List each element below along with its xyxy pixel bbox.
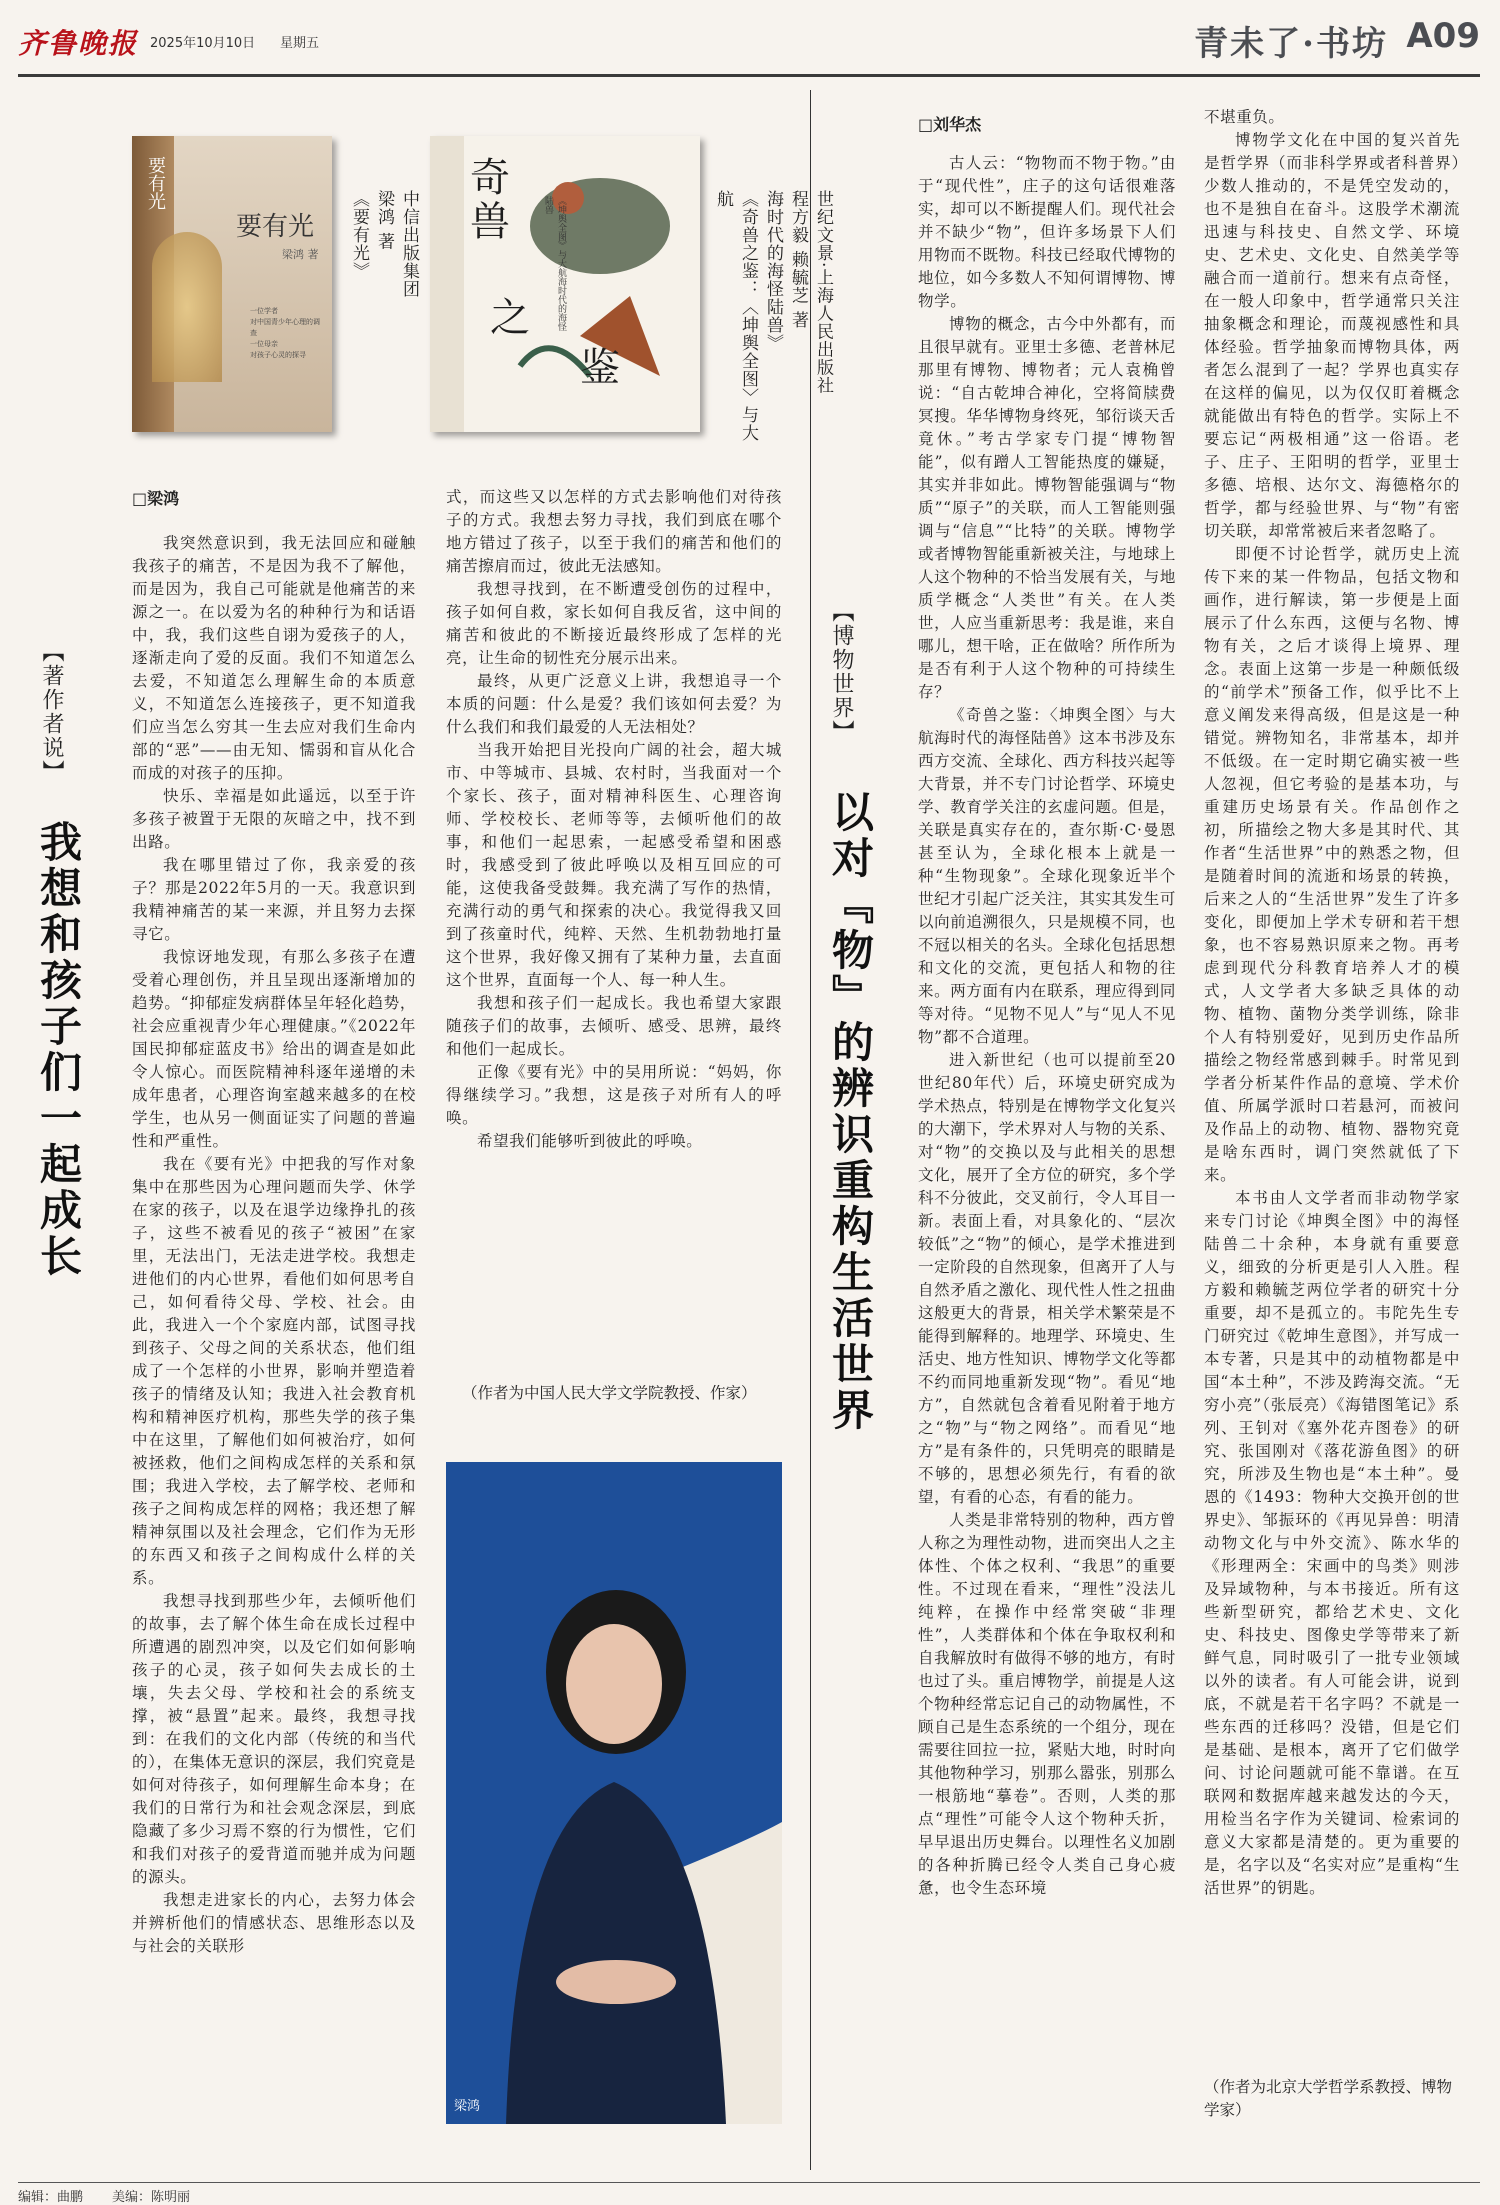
- cover-title-char: 奇: [470, 155, 510, 201]
- photo-caption: 梁鸿: [454, 2099, 481, 2114]
- paragraph: 我在哪里错过了你，我亲爱的孩子？那是2022年5月的一天。我意识到我精神痛苦的某一来源，并且努力去探寻它。: [132, 856, 416, 943]
- article-column-1: [132, 532, 416, 2172]
- paragraph: 我想寻找到，在不断遭受创伤的过程中，孩子如何自救，家长如何自我反省，这中间的痛苦和彼此的不断接近最终形成了怎样的光亮，让生命的韧性充分展示出来。: [446, 580, 782, 667]
- spacer: [22, 200, 112, 204]
- paragraph: 我想和孩子们一起成长。我也希望大家跟随孩子们的故事，去倾听、感受、思辨，最终和他们一起成长。: [446, 994, 782, 1058]
- paragraph: 我突然意识到，我无法回应和碰触我孩子的痛苦，不是因为我不了解他，而是因为，我自己可能就是他痛苦的来源之一。在以爱为名的种种行为和话语中，我，我们这些自诩为爱孩子的人，逐渐走向了爱的反面。我们不知道怎么去爱，不知道怎么理解生命的本质意义，不知道怎么连接孩子，更不知道我们应当怎么穷其一生去应对我们生命内部的“恶”——由无知、懦弱和盲从化合而成的对孩子的压抑。: [132, 534, 416, 782]
- column-tag: 【著作者说】: [39, 640, 64, 784]
- paragraph: 我想寻找到那些少年，去倾听他们的故事，去了解个体生命在成长过程中所遭遇的剧烈冲突，以及它们如何影响孩子的心灵，孩子如何失去成长的土壤，失去父母、学校和社会的系统支撑，被“悬置”起来。最终，我想寻找到：在我们的文化内部（传统的和当代的），在集体无意识的深层，我们究竟是如何对待孩子，如何理解生命本身；在我们的日常行为和社会观念深层，到底隐藏了多少习焉不察的行为惯性，它们和我们对孩子的爱背道而驰并成为问题的源头。: [132, 1592, 416, 1886]
- hands: [556, 1960, 676, 2004]
- author-signature: （作者为北京大学哲学系教授、博物学家）: [1204, 2078, 1453, 2119]
- paragraph: 我惊讶地发现，有那么多孩子在遭受着心理创伤，并且呈现出逐渐增加的趋势。“抑郁症发病群体呈年轻化趋势，社会应重视青少年心理健康。”《2022年国民抑郁症蓝皮书》给出的调查是如此令人惊心。而医院精神科逐年递增的未成年患者，心理咨询室越来越多的在校学生，也从另一侧面证实了问题的普遍性和严重性。: [132, 948, 416, 1150]
- paragraph: 本书由人文学者而非动物学家来专门讨论《坤舆全图》中的海怪陆兽二十余种，本身就有重要意义，细致的分析更是引人入胜。程方毅和赖毓芝两位学者的研究十分重要，却不是孤立的。韦陀先生专门研究过《乾坤生意图》，并写成一本专著，只是其中的动植物都是中国“本土种”，不涉及跨海交流。“无穷小亮”（张辰亮）《海错图笔记》系列、王钊对《塞外花卉图卷》的研究、张国刚对《落花游鱼图》的研究，所涉及生物也是“本土种”。曼恩的《1493：物种大交换开创的世界史》、邹振环的《再见异兽：明清动物文化与中外交流》、陈水华的《形理两全：宋画中的鸟类》则涉及异域物种，与本书接近。所有这些新型研究，都给艺术史、文化史、科技史、图像史学等带来了新鲜气息，同时吸引了一批专业领域以外的读者。有人可能会讲，说到底，不就是若干名字吗？不就是一些东西的迁移吗？没错，但是它们是基础、是根本，离开了它们做学问、讨论问题就可能不靠谱。在互联网和数据库越来越发达的今天，用检当名字作为关键词、检索词的意义大家都是清楚的。更为重要的是，名字以及“名实对应”是重构“生活世界”的钥匙。: [1204, 1189, 1460, 1897]
- article-column-4: [1204, 106, 1460, 2066]
- cover-blurb-line: 对中国青少年心理的调查: [250, 318, 320, 337]
- cover-title: 要有光: [236, 212, 315, 242]
- paragraph: 博物的概念，古今中外都有，而且很早就有。亚里士多德、老普林尼那里有博物、博物者；元人袁桷曾说：“自古乾坤合神化，空将简牍费冥搜。华华博物身终死，邹衍谈天舌竟休。”考古学家专门提“博物智能”，似有蹭人工智能热度的嫌疑，其实并非如此。博物智能强调与“物质”“原子”的关联，而人工智能则强调与“信息”“比特”的关联。博物学或者博物智能重新被关注，与地球上人这个物种的不恰当发展有关，与地质学概念“人类世”有关。在人类世，人应当重新思考：我是谁，来自哪儿，想干啥，正在做啥？所作所为是否有利于人这个物种的可持续生存？: [918, 315, 1176, 701]
- book-author: 程方毅 赖毓芝 著: [788, 190, 808, 329]
- book-title: 《奇兽之鉴：〈坤舆全图〉与大航: [713, 190, 758, 442]
- book-cover-yaoyouguang: [132, 136, 332, 432]
- cover-blurb-line: 对孩子心灵的探寻: [250, 351, 306, 359]
- masthead: [18, 10, 1480, 70]
- paragraph: 正像《要有光》中的吴用所说：“妈妈，你得继续学习。”我想，这是孩子对所有人的呼唤。: [446, 1063, 782, 1127]
- paragraph: 人类是非常特别的物种，西方曾人称之为理性动物，进而突出人之主体性、个体之权利、“我思”的重要性。不过现在看来，“理性”没法儿纯粹，在操作中经常突破“非理性”，人类群体和个体在争取权利和自我解放时有做得不够的地方，有时也过了头。重启博物学，前提是人这个物种经常忘记自己的动物属性，不顾自己是生态系统的一个组分，现在需要往回拉一拉，紧贴大地，时时向其他物种学习，别那么嚣张，别那么一根筋地“摹卷”。否则，人类的那点“理性”可能令人这个物种夭折，早早退出历史舞台。以理性名义加剧的各种折腾已经令人类自己身心疲惫，也令生态环境: [918, 1511, 1176, 1897]
- article-column-3: [918, 152, 1176, 2172]
- designer-credit: 美编：陈明丽: [112, 2190, 191, 2205]
- author-signature: （作者为中国人民大学文学院教授、作家）: [462, 1384, 757, 1402]
- issue-date: 2025年10月10日: [150, 36, 256, 51]
- header-rule: [18, 74, 1480, 77]
- book-publisher: 中信出版集团: [399, 190, 419, 298]
- book-title: 《要有光》: [349, 190, 369, 280]
- newspaper-logo: 齐鲁晚报: [18, 27, 139, 60]
- cover-title-char: 鉴: [580, 345, 620, 391]
- cover-window-illustration: [152, 232, 222, 382]
- paragraph: 当我开始把目光投向广阔的社会，超大城市、中等城市、县城、农村时，当我面对一个个家长、孩子，面对精神科医生、心理咨询师、学校校长、老师等等，去倾听他们的故事，和他们一起思索，一起感受希望和困惑时，我感受到了彼此呼唤以及相互回应的可能，这使我备受鼓舞。我充满了写作的热情，充满行动的勇气和探索的决心。我觉得我又回到了孩童时代，纯粹、天然、生机勃勃地打量这个世界，我好像又拥有了某种力量，去直面这个世界，直面每一个人、每一种人生。: [446, 741, 782, 989]
- cover-title-lower: [490, 296, 530, 340]
- footer-rule: [18, 2182, 1480, 2183]
- issue-weekday: 星期五: [280, 36, 320, 51]
- article-byline: □梁鸿: [132, 489, 180, 508]
- paragraph: 即便不讨论哲学，就历史上流传下来的某一件物品，包括文物和画作，进行解读，第一步便是上面展示了什么东西，这便与名物、博物有关，之后才谈得上境界、理念。表面上这第一步是一种颇低级的“前学术”预备工作，似乎比不上意义阐发来得高级，但是这是一种错觉。辨物知名，非常基本，却并不低级。在一定时期它确实被一些人忽视，但它考验的是基本功，与重建历史场景有关。作品创作之初，所描绘之物大多是其时代、其作者“生活世界”中的熟悉之物，但是随着时间的流逝和场景的转换，后来之人的“生活世界”发生了许多变化，即便加上学术专研和若干想象，也不容易熟识原来之物。再考虑到现代分科教育培养人才的模式，人文学者大多缺乏具体的动物、植物、菌物分类学训练，除非个人有特别爱好，见到历史作品所描绘之物经常感到棘手。时常见到学者分析某件作品的意境、学术价值、所属学派时口若悬河，而被问及作品上的动物、植物、器物究竟是啥东西时，调门突然就低了下来。: [1204, 545, 1460, 1184]
- cover-title-lower-2: [580, 346, 620, 390]
- paragraph: 希望我们能够听到彼此的呼唤。: [477, 1132, 703, 1150]
- book-title: 海时代的海怪陆兽》: [763, 190, 783, 352]
- book-publisher: 世纪文景·上海人民出版社: [813, 190, 833, 395]
- paragraph: 最终，从更广泛意义上讲，我想追寻一个本质的问题：什么是爱？我们该如何去爱？为什么我们和我们最爱的人无法相处？: [446, 672, 782, 736]
- cover-title: [470, 156, 510, 244]
- face: [566, 1624, 662, 1744]
- article-column-2: [446, 486, 782, 1366]
- cover-spine-band: [430, 136, 464, 432]
- book-info-2: [710, 190, 835, 450]
- editor-credit: 编辑：曲鹏: [18, 2190, 84, 2205]
- cover-blurb-line: 一位母亲: [250, 340, 278, 348]
- book-info-1: [346, 190, 421, 400]
- cover-title-char: 兽: [470, 199, 510, 245]
- cover-spine-title: 要有光: [145, 156, 166, 210]
- cover-blurb-line: 一位学者: [250, 307, 278, 315]
- paragraph: 我在《要有光》中把我的写作对象集中在那些因为心理问题而失学、休学在家的孩子，以及在退学边缘挣扎的孩子，这些不被看见的孩子“被困”在家里，无法出门，无法走进学校。我想走进他们的内心世界，看他们如何思考自己，如何看待父母、学校、社会。由此，我进入一个个家庭内部，试图寻找到孩子、父母之间的关系状态，他们组成了一个怎样的小世界，影响并塑造着孩子的情绪及认知；我进入社会教育机构和精神医疗机构，那些失学的孩子集中在这里，了解他们如何被治疗，如何被拯救，他们之间构成怎样的关系和氛围；我进入学校，去了解学校、老师和孩子之间构成怎样的网格；我还想了解精神氛围以及社会理念，它们作为无形的东西又和孩子之间构成什么样的关系。: [132, 1155, 416, 1587]
- paragraph: 古人云：“物物而不物于物。”由于“现代性”，庄子的这句话很难落实，却可以不断提醒人们。现代社会并不缺少“物”，但许多场景下人们用物而不既物。科技已经取代博物的地位，如今多数人不知何谓博物、博物学。: [918, 154, 1176, 310]
- article-title: 我想和孩子们一起成长: [34, 820, 83, 1280]
- author-photo: [446, 1462, 782, 2124]
- cover-author: 梁鸿 著: [282, 248, 319, 261]
- book-author: 梁鸿 著: [374, 190, 394, 251]
- section-title: 青未了·书坊: [1194, 24, 1388, 64]
- book-cover-qishouzhijian: [430, 136, 700, 432]
- cover-subtitle: 《坤舆全图》与大航海时代的海怪陆兽: [543, 196, 566, 331]
- paragraph: 不堪重负。: [1204, 108, 1285, 126]
- article-byline: □刘华杰: [918, 115, 982, 134]
- cover-title-char: 之: [490, 295, 530, 341]
- paragraph: 快乐、幸福是如此遥远，以至于许多孩子被置于无限的灰暗之中，找不到出路。: [132, 787, 416, 851]
- paragraph: 进入新世纪（也可以提前至20世纪80年代）后，环境史研究成为学术热点，特别是在博物学文化复兴的大潮下，学术界对人与物的关系、对“物”的交换以及与此相关的思想文化，展开了全方位的研究，多个学科不分彼此，交叉前行，令人耳目一新。表面上看，对具象化的、“层次较低”之“物”的倾心，是学术推进到一定阶段的自然现象，但离开了人与自然矛盾之激化、现代性人性之扭曲这般更大的背景，相关学术繁荣是不能得到解释的。地理学、环境史、生活史、地方性知识、博物学文化等都不约而同地重新发现“物”。看见“地方”，自然就包含着看见附着于地方之“物”与“物之网络”。而看见“地方”是有条件的，只凭明亮的眼睛是不够的，思想必须先行，有看的欲望，有看的心态，有看的能力。: [918, 1051, 1176, 1506]
- page-number: A09: [1406, 16, 1480, 56]
- paragraph: 式，而这些又以怎样的方式去影响他们对待孩子的方式。我想去努力寻找，我们到底在哪个地方错过了孩子，以至于我们的痛苦和他们的痛苦擦肩而过，彼此无法感知。: [446, 488, 782, 575]
- portrait-illustration: [446, 1462, 782, 2124]
- cover-blurb: [250, 306, 326, 361]
- paragraph: 博物学文化在中国的复兴首先是哲学界（而非科学界或者科普界）少数人推动的，不是凭空发动的，也不是独自在奋斗。这股学术潮流迅速与科技史、自然文学、环境史、艺术史、文化史、自然美学等融合而一道前行。想来有点奇怪，在一般人印象中，哲学通常只关注抽象概念和理论，而蔑视感性和具体经验。哲学抽象而博物具体，两者怎么混到了一起？学界也真实存在这样的偏见，以为仅仅盯着概念就能做出有特色的哲学。实际上不要忘记“两极相通”这一俗语。老子、庄子、王阳明的哲学，亚里士多德、培根、达尔文、海德格尔的哲学，都与经验世界、与“物”有密切关联，却常常被后来者忽略了。: [1204, 131, 1460, 540]
- column-tag: 【博物世界】: [829, 600, 854, 744]
- article-title: 以对『物』的辨识重构生活世界: [826, 790, 875, 1434]
- paragraph: 《奇兽之鉴：〈坤舆全图〉与大航海时代的海怪陆兽》这本书涉及东西方交流、全球化、西方科技兴起等大背景，并不专门讨论哲学、环境史学、教育学关注的玄虚问题。但是，关联是真实存在的，查尔斯·C·曼恩甚至认为，全球化根本上就是一种“生物现象”。全球化现象近半个世纪才引起广泛关注，其实其发生可以向前追溯很久，只是规模不同，也不冠以相关的名头。全球化包括思想和文化的交流，更包括人和物的往来。两方面有内在联系，理应得到同等对待。“见物不见人”与“见人不见物”都不合道理。: [918, 706, 1176, 1046]
- paragraph: 我想走进家长的内心，去努力体会并辨析他们的情感状态、思维形态以及与社会的关联形: [132, 1891, 416, 1955]
